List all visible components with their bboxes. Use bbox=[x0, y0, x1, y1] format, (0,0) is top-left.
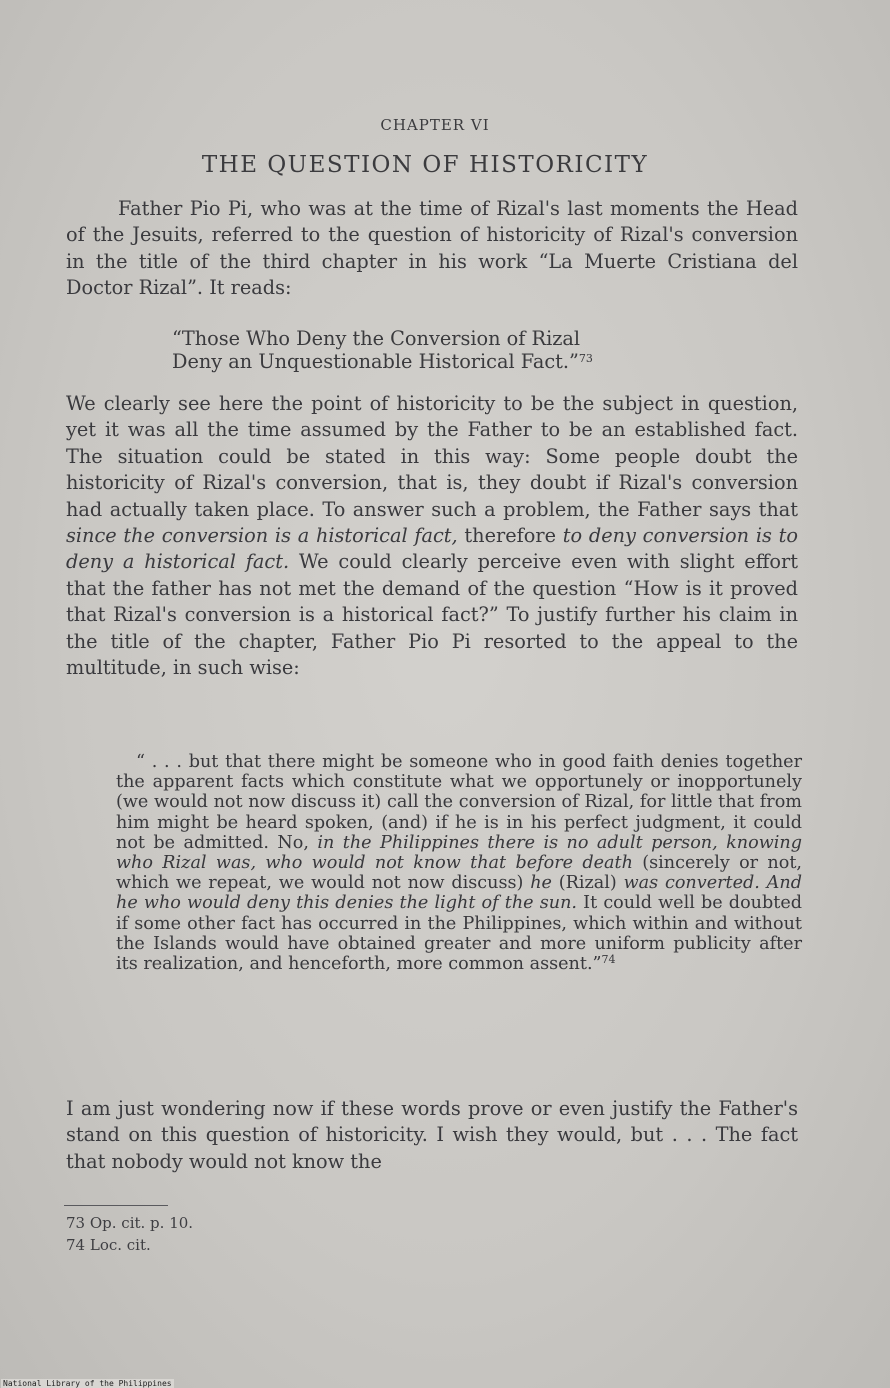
block-quote bbox=[172, 327, 692, 373]
footnote-ref-74: 74 bbox=[601, 953, 616, 967]
block-quote-line-1: “Those Who Deny the Conversion of Rizal bbox=[172, 327, 581, 350]
quote-text-b: (sincerely or not, which we repeat, we would not now discuss) bbox=[116, 853, 802, 894]
library-credit: National Library of the Philippines bbox=[3, 1379, 172, 1388]
footnote-74: 74 Loc. cit. bbox=[66, 1236, 151, 1254]
block-quote-line-2 bbox=[172, 350, 692, 373]
paragraph-2-text-a: We clearly see here the point of historicity to be the subject in question, yet it was all the time assumed by the Father to be an established fact. The situation could be stated in this way: Some people doubt the historicity of Rizal's conversion, that is, they doubt if Rizal's conversion had actually taken place. To answer such a problem, the Father says that bbox=[66, 392, 798, 521]
quote-text-a: “ . . . but that there might be someone who in good faith denies together the apparent facts which constitute what we opportunely or inopportunely (we would not now discuss it) call the conversion of Rizal, for little that from him might be heard spoken, (and) if he is in his perfect judgment, it could not be admitted. No, bbox=[116, 752, 802, 853]
paragraph-3: I am just wondering now if these words prove or even justify the Father's stand on this question of historicity. I wish they would, but . . . The fact that nobody would not know the bbox=[66, 1097, 798, 1173]
paragraph-2-italic-b: to deny conversion is to deny a historical fact. bbox=[66, 524, 798, 574]
block-quote-line-2-text: Deny an Unquestionable Historical Fact.” bbox=[172, 350, 579, 373]
footnote-rule bbox=[64, 1205, 168, 1206]
paragraph-2 bbox=[66, 391, 798, 681]
quote-text-d: It could well be doubted if some other fact has occurred in the Philippines, which within and without the Islands would have obtained greater and more uniform publicity after its realization, and henceforth, more common assent.” bbox=[116, 893, 802, 975]
paragraph-2-text-c: We could clearly perceive even with slight effort that the father has not met the demand of the question “How is it proved that Rizal's conversion is a historical fact?” To justify further his claim in the title of the chapter, Father Pio Pi resorted to the appeal to the multitude, in such wise: bbox=[66, 550, 798, 680]
footnote-73: 73 Op. cit. p. 10. bbox=[66, 1214, 194, 1232]
quote-text-c: (Rizal) bbox=[551, 873, 624, 894]
paragraph-1: Father Pio Pi, who was at the time of Rizal's last moments the Head of the Jesuits, referred to the question of historicity of Rizal's conversion in the title of the third chapter in his work “La Muerte Cristiana del Doctor Rizal”. It reads: bbox=[66, 197, 798, 300]
paragraph-2-text-b: therefore bbox=[457, 524, 563, 548]
quote-italic-b: he bbox=[530, 873, 552, 894]
footnote-ref-73: 73 bbox=[578, 352, 593, 365]
quote-italic-c: was converted. And he who would deny this denies the light of the sun. bbox=[116, 873, 802, 914]
quote-italic-a: in the Philippines there is no adult person, knowing who Rizal was, who would not know that before death bbox=[116, 832, 802, 874]
long-quotation bbox=[116, 752, 802, 974]
chapter-heading: CHAPTER VI bbox=[380, 116, 490, 134]
footnotes bbox=[66, 1212, 193, 1256]
chapter-title: THE QUESTION OF HISTORICITY bbox=[201, 152, 649, 178]
paragraph-2-italic-a: since the conversion is a historical fact, bbox=[66, 524, 458, 548]
